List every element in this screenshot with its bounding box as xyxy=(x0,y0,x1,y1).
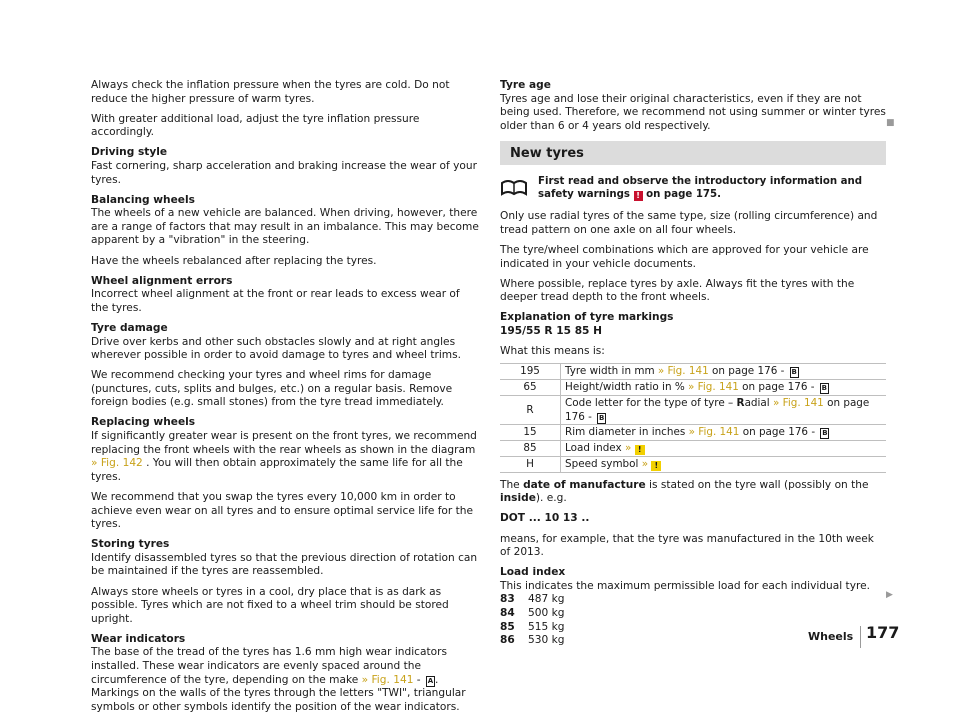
means-example-text: means, for example, that the tyre was manufactured in the 10th week of 2013. xyxy=(500,532,874,559)
section-title-bar xyxy=(500,141,886,165)
replacing-block xyxy=(91,416,479,484)
replacing-heading: Replacing wheels xyxy=(91,416,196,429)
alignment-text: Incorrect wheel alignment at the front or rear leads to excess wear of the tyres. xyxy=(91,288,460,314)
manufacture-d: inside xyxy=(500,492,536,505)
manufacture-c: is stated on the tyre wall (possibly on the xyxy=(645,478,869,491)
storing-heading: Storing tyres xyxy=(91,538,170,551)
caution-icon: ! xyxy=(635,445,645,455)
load-value: 515 kg xyxy=(528,620,565,633)
alignment-block xyxy=(91,275,479,316)
storing-block xyxy=(91,538,479,579)
markings-code: 195/55 R 15 85 H xyxy=(500,325,602,338)
load-code: 83 xyxy=(500,593,515,606)
wear-sep: - xyxy=(413,673,424,686)
intro-note-text-a: First read and observe the introductory information and safety warnings xyxy=(538,176,863,201)
intro-note-text xyxy=(538,175,886,201)
wear-heading: Wear indicators xyxy=(91,632,186,645)
fig-141-link[interactable]: » Fig. 141 xyxy=(688,426,740,439)
load-index-text: This indicates the maximum permissible load for each individual tyre. xyxy=(500,579,870,592)
wear-text-a: The base of the tread of the tyres has 1.6 mm high wear indicators installed. These wear indicators are evenly spaced around the circumference of the tyre, depending on the make xyxy=(91,646,448,686)
markings-block xyxy=(500,311,886,338)
replacing-text-b: . You will then obtain approximately the same life for all the tyres. xyxy=(91,457,463,483)
letter-b-icon: B xyxy=(821,384,827,393)
table-row xyxy=(500,440,886,456)
footer-title: Wheels xyxy=(808,630,854,643)
row-text: Height/width ratio in % xyxy=(565,381,689,394)
row-description xyxy=(561,424,887,440)
alignment-heading: Wheel alignment errors xyxy=(91,274,233,287)
fig-141-link[interactable]: » Fig. 141 xyxy=(361,673,414,686)
row-text-2: adial xyxy=(744,396,773,409)
fig-141-link[interactable]: » Fig. 141 xyxy=(657,365,709,378)
row-description xyxy=(561,379,887,395)
footer-separator xyxy=(860,626,861,648)
row-description xyxy=(561,440,887,456)
row-page: on page 176 - xyxy=(565,396,870,423)
page-number: 177 xyxy=(866,623,900,642)
row-description xyxy=(561,363,887,379)
manufacture-b: date of manufacture xyxy=(523,478,646,491)
additional-load-text: With greater additional load, adjust the tyre inflation pressure accordingly. xyxy=(91,112,420,139)
row-code: 85 xyxy=(500,440,561,456)
letter-b-icon: B xyxy=(791,368,797,377)
driving-style-block xyxy=(91,146,479,187)
row-code: 195 xyxy=(500,363,561,379)
driving-style-text: Fast cornering, sharp acceleration and braking increase the wear of your tyres. xyxy=(91,159,477,186)
tyre-age-block xyxy=(500,79,886,133)
table-row xyxy=(500,363,886,379)
tyre-age-heading: Tyre age xyxy=(500,79,551,91)
fig-141-link[interactable]: » Fig. 141 xyxy=(688,381,739,394)
caution-link[interactable]: » xyxy=(624,442,632,455)
combinations-text: The tyre/wheel combinations which are approved for your vehicle are indicated in your vehicle documents. xyxy=(500,244,869,270)
table-row xyxy=(500,395,886,424)
table-row xyxy=(500,456,886,472)
row-text: Speed symbol xyxy=(565,458,642,471)
means-text: What this means is: xyxy=(500,345,605,358)
markings-heading: Explanation of tyre markings xyxy=(500,311,674,324)
left-column xyxy=(91,79,479,721)
driving-style-heading: Driving style xyxy=(91,146,168,159)
load-value: 530 kg xyxy=(528,634,565,647)
list-item xyxy=(500,593,886,607)
row-code: H xyxy=(500,456,561,472)
letter-b-icon: B xyxy=(822,429,828,438)
tyre-age-text: Tyres age and lose their original characteristics, even if they are not being used. Therefore, we recommend not using summer or winter tyres older than 6 or 4 years old respectively. xyxy=(500,92,886,132)
wear-text-b: . Markings on the walls of the tyres through the letters "TWI", triangular symbols or other symbols identify the position of the wear indicators. xyxy=(91,673,466,713)
caution-link[interactable]: » xyxy=(641,458,649,471)
row-page: on page 176 - xyxy=(739,426,819,439)
intro-note xyxy=(500,175,886,201)
radial-text: Only use radial tyres of the same type, size (rolling circumference) and tread pattern on one axle on all four wheels. xyxy=(500,210,878,236)
wear-block xyxy=(91,633,479,715)
replacing-text-a: If significantly greater wear is present on the front tyres, we recommend replacing the front wheels with the rear wheels as shown in the diagram xyxy=(91,430,477,456)
letter-b-icon: B xyxy=(599,413,605,422)
dot-example: DOT ... 10 13 .. xyxy=(500,512,590,525)
row-page: on page 176 - xyxy=(738,381,818,394)
checking-text: We recommend checking your tyres and wheel rims for damage (punctures, cuts, splits and bulges, etc.) on a regular basis. Remove foreign bodies (e.g. small stones) from the tyre tread immediately. xyxy=(91,369,453,409)
load-value: 487 kg xyxy=(528,593,565,606)
load-index-heading: Load index xyxy=(500,566,566,579)
damage-heading: Tyre damage xyxy=(91,321,168,334)
row-code: R xyxy=(500,395,561,424)
row-description xyxy=(561,456,887,472)
row-bold-letter: R xyxy=(736,396,745,409)
open-book-icon xyxy=(500,175,528,197)
table-row xyxy=(500,424,886,440)
fig-141-link[interactable]: » Fig. 141 xyxy=(772,396,824,409)
row-text: Rim diameter in inches xyxy=(565,426,689,439)
letter-a-icon: A xyxy=(427,676,434,685)
tyre-markings-table xyxy=(500,363,886,473)
row-text: Code letter for the type of tyre – xyxy=(565,396,737,409)
store-dark-text: Always store wheels or tyres in a cool, dry place that is as dark as possible. Tyres which are not fixed to a wheel trim should be stored upright. xyxy=(91,585,449,625)
row-code: 15 xyxy=(500,424,561,440)
warning-icon: ! xyxy=(634,191,643,201)
rebalance-text: Have the wheels rebalanced after replacing the tyres. xyxy=(91,254,377,267)
damage-block xyxy=(91,322,479,363)
right-column xyxy=(500,79,886,648)
manufacture-text xyxy=(500,479,886,506)
continue-arrow-icon: ▶ xyxy=(886,590,893,600)
row-text: Tyre width in mm xyxy=(565,365,658,378)
table-row xyxy=(500,379,886,395)
load-code: 84 xyxy=(500,606,515,619)
list-item xyxy=(500,607,886,621)
row-description xyxy=(561,395,887,424)
row-code: 65 xyxy=(500,379,561,395)
damage-text: Drive over kerbs and other such obstacles slowly and at right angles wherever possible in order to avoid damage to tyres and wheel trims. xyxy=(91,335,461,362)
intro-note-text-b: on page 175. xyxy=(642,189,721,201)
cold-pressure-text: Always check the inflation pressure when the tyres are cold. Do not reduce the higher pressure of warm tyres. xyxy=(91,79,450,105)
load-value: 500 kg xyxy=(528,606,565,619)
manufacture-e: ). e.g. xyxy=(535,492,567,505)
balancing-heading: Balancing wheels xyxy=(91,193,195,206)
load-code: 86 xyxy=(500,634,515,647)
replace-axle-text: Where possible, replace tyres by axle. Always fit the tyres with the deeper tread depth to the front wheels. xyxy=(500,277,855,304)
manufacture-a: The xyxy=(500,478,524,491)
balancing-block xyxy=(91,194,479,248)
storing-text: Identify disassembled tyres so that the previous direction of rotation can be maintained if the tyres are reassembled. xyxy=(91,551,478,578)
balancing-text: The wheels of a new vehicle are balanced. When driving, however, there are a range of factors that may result in an imbalance. This may become apparent by a "vibration" in the steering. xyxy=(91,207,479,247)
swap-text: We recommend that you swap the tyres every 10,000 km in order to achieve even wear on all tyres and to ensure optimal service life for the tyres. xyxy=(91,490,474,531)
load-code: 85 xyxy=(500,620,515,633)
caution-icon: ! xyxy=(651,461,661,471)
fig-142-link[interactable]: » Fig. 142 xyxy=(91,457,143,470)
row-text: Load index xyxy=(565,442,625,455)
row-page: on page 176 - xyxy=(708,365,788,378)
section-title: New tyres xyxy=(510,145,584,161)
end-square-icon: ■ xyxy=(886,118,895,128)
